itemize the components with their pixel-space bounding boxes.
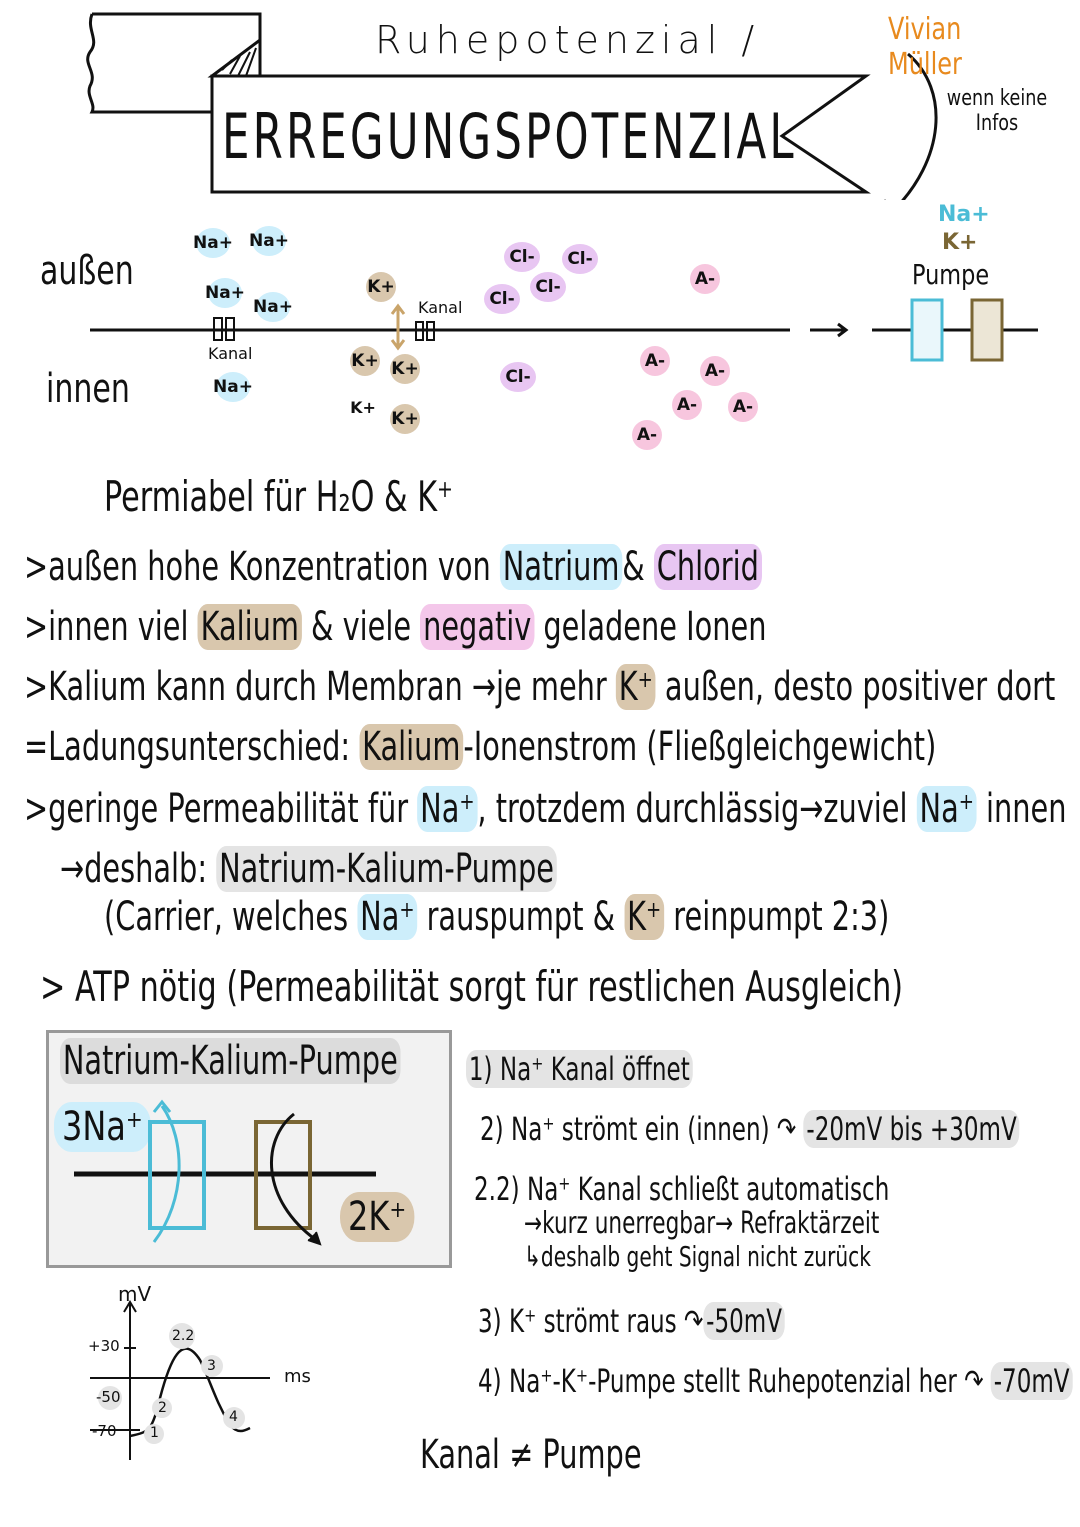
text-line-4-c: -Ionenstrom (Fließgleichgewicht) — [463, 724, 937, 770]
side-note-line-2: Infos — [975, 111, 1019, 137]
chloride-ion: Cl- — [500, 362, 536, 392]
text-line-3-c: außen, desto positiver dort — [655, 664, 1056, 710]
text-line-7 — [104, 894, 889, 940]
step-2-2: 2.2) Na⁺ Kanal schließt automatisch — [474, 1170, 890, 1208]
graph-tick-p30: +30 — [88, 1337, 120, 1355]
sodium-ion: Na+ — [216, 372, 250, 402]
text-line-2 — [24, 604, 766, 650]
highlight-k: K⁺ — [616, 664, 656, 710]
graph-y-unit: mV — [118, 1282, 152, 1306]
k-channel-label: Kanal — [418, 298, 463, 317]
step-3 — [478, 1302, 785, 1340]
pump-k-label: K+ — [942, 230, 978, 255]
text-line-8: > ATP nötig (Permeabilität sorgt für restlichen Ausgleich) — [40, 962, 904, 1011]
text-line-7-c: rauspumpt & — [417, 894, 625, 940]
side-note — [945, 86, 1049, 137]
pump-k-count: 2K⁺ — [340, 1192, 414, 1242]
text-line-4-a: =Ladungsunterschied: — [24, 724, 360, 770]
text-line-1-a: >außen hohe Konzentration von — [24, 544, 500, 590]
pump-na-count: 3Na⁺ — [54, 1102, 151, 1152]
step-2 — [480, 1110, 1020, 1148]
inside-label: innen — [46, 366, 130, 412]
highlight-pump: Natrium-Kalium-Pumpe — [216, 846, 557, 892]
step-4 — [478, 1362, 1072, 1400]
step-2-text: 2) Na⁺ strömt ein (innen) ↷ — [480, 1110, 804, 1148]
anion: A- — [632, 420, 662, 450]
anion: A- — [728, 392, 758, 422]
potassium-ion: K+ — [366, 272, 396, 302]
text-line-2-e: geladene Ionen — [534, 604, 767, 650]
highlight-kalium-2: Kalium — [359, 724, 463, 770]
step-2-value: -20mV bis +30mV — [804, 1110, 1020, 1148]
membrane-drawing — [0, 200, 1080, 460]
graph-mark-3: 3 — [207, 1358, 216, 1374]
chloride-ion: Cl- — [562, 244, 598, 274]
chloride-ion: Cl- — [484, 284, 520, 314]
text-line-5-a: >geringe Permeabilität für — [24, 786, 418, 832]
step-3-value: -50mV — [703, 1302, 785, 1340]
text-line-7-e: reinpumpt 2:3) — [664, 894, 890, 940]
text-line-3-a: >Kalium kann durch Membran →je mehr — [24, 664, 616, 710]
sodium-ion: Na+ — [256, 292, 290, 322]
graph-mark-1: 1 — [150, 1425, 159, 1441]
highlight-na: Na⁺ — [417, 786, 477, 832]
text-line-3 — [24, 664, 1055, 710]
anion: A- — [640, 346, 670, 376]
sodium-ion: Na+ — [196, 228, 230, 258]
graph-x-unit: ms — [284, 1366, 311, 1387]
highlight-kalium: Kalium — [198, 604, 302, 650]
graph-tick-m70: -70 — [92, 1422, 117, 1440]
text-line-1 — [24, 544, 762, 590]
graph-tick-m50: -50 — [96, 1388, 121, 1406]
sodium-ion: Na+ — [208, 278, 242, 308]
highlight-k-2: K⁺ — [624, 894, 664, 940]
pump-label: Pumpe — [912, 258, 990, 291]
potassium-ion: K+ — [390, 354, 420, 384]
step-2-2-sub-b: ↳deshalb geht Signal nicht zurück — [524, 1240, 871, 1273]
step-2-2-sub-a: →kurz unerregbar→ Refraktärzeit — [524, 1206, 880, 1241]
pump-box-title-text: Natrium-Kalium-Pumpe — [60, 1038, 401, 1084]
potassium-ion: K+ — [350, 346, 380, 376]
na-channel-label: Kanal — [208, 344, 253, 363]
text-line-2-c: & viele — [301, 604, 421, 650]
side-note-line-1: wenn keine — [946, 86, 1048, 111]
chloride-ion: Cl- — [504, 242, 540, 272]
step-1-text: 1) Na⁺ Kanal öffnet — [466, 1050, 693, 1088]
anion: A- — [672, 390, 702, 420]
highlight-chlorid: Chlorid — [654, 544, 762, 590]
graph-mark-4: 4 — [229, 1409, 238, 1425]
chloride-ion: Cl- — [530, 272, 566, 302]
step-3-text: 3) K⁺ strömt raus ↷ — [478, 1302, 704, 1340]
graph-mark-2: 2 — [158, 1400, 167, 1416]
text-line-6 — [60, 846, 557, 892]
potassium-ion: K+ — [350, 397, 376, 417]
step-4-text: 4) Na⁺-K⁺-Pumpe stellt Ruhepotenzial her ↷ — [478, 1362, 991, 1400]
highlight-na-2: Na⁺ — [917, 786, 977, 832]
step-4-value: -70mV — [991, 1362, 1073, 1400]
potassium-ion: K+ — [390, 404, 420, 434]
anion: A- — [690, 264, 720, 294]
footer-note: Kanal ≠ Pumpe — [420, 1432, 642, 1478]
pump-na-label: Na+ — [938, 202, 990, 227]
text-line-5-c: , trotzdem durchlässig→zuviel — [477, 786, 917, 832]
step-1 — [466, 1050, 693, 1088]
text-line-5 — [24, 786, 1066, 832]
text-line-5-e: innen — [976, 786, 1067, 832]
text-line-6-a: →deshalb: — [60, 846, 217, 892]
text-line-7-a: (Carrier, welches — [104, 894, 358, 940]
outside-label: außen — [40, 248, 134, 294]
text-line-4 — [24, 724, 936, 770]
graph-mark-2-2: 2.2 — [172, 1328, 195, 1344]
title-line-1: Ruhepotenzial / — [375, 18, 761, 62]
page-title: ERREGUNGSPOTENZIAL — [222, 100, 797, 173]
anion: A- — [700, 356, 730, 386]
highlight-negativ: negativ — [420, 604, 534, 650]
permeability-line — [104, 472, 453, 521]
text-line-1-c: & — [622, 544, 654, 590]
text-line-2-a: >innen viel — [24, 604, 198, 650]
author-name: Vivian Müller — [888, 12, 962, 82]
sodium-ion: Na+ — [252, 226, 286, 256]
permeability-text: Permiabel für H₂O & K⁺ — [104, 472, 453, 521]
highlight-natrium: Natrium — [500, 544, 622, 590]
highlight-na-3: Na⁺ — [357, 894, 417, 940]
